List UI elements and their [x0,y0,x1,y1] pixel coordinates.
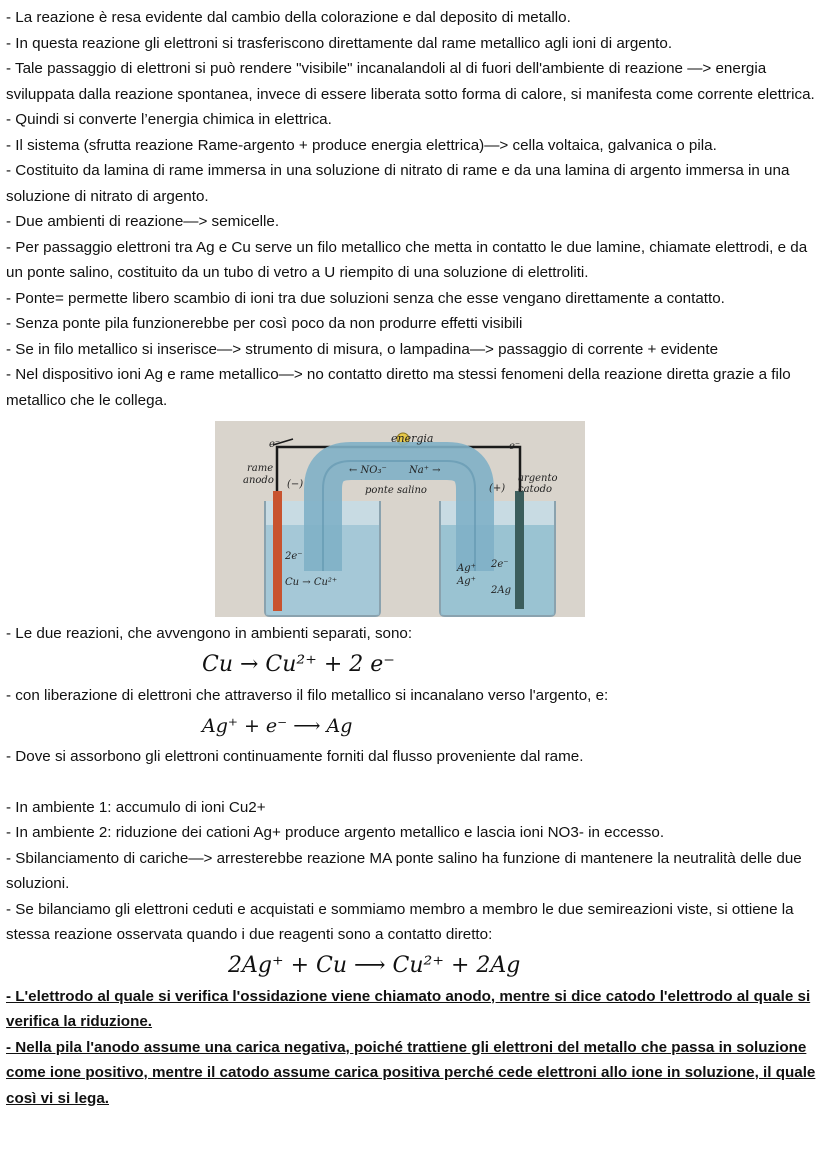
bold-underlined-line: - L'elettrodo al quale si verifica l'ossidazione viene chiamato anodo, mentre si dice catodo l'elettrodo al quale si verifica la riduzione. [6,987,811,1030]
label-ag-ion-1: Ag⁺ [457,563,476,574]
text-line: - Senza ponte pila funzionerebbe per così poco da non produrre effetti visibili [6,315,523,332]
text-line: - Ponte= permette libero scambio di ioni tra due soluzioni senza che esse vengano direttamente a contatto. [6,289,725,307]
handwritten-equation-total: 2Ag⁺ + Cu ⟶ Cu²⁺ + 2Ag [228,952,521,978]
text-line: - Dove si assorbono gli elettroni continuamente forniti dal flusso proveniente dal rame. [6,748,584,765]
label-2e-left: 2e⁻ [285,551,303,562]
text-line: - La reazione è resa evidente dal cambio della colorazione e dal deposito di metallo. [6,9,571,26]
text-line: - Il sistema (sfrutta reazione Rame-argento + produce energia elettrica)—> cella voltaica, galvanica o pila. [6,136,717,154]
label-cu-reaction: Cu → Cu²⁺ [285,577,338,588]
spacer [6,770,822,795]
copper-electrode [273,491,282,611]
text-line: - Per passaggio elettroni tra Ag e Cu serve un filo metallico che metta in contatto le due lamine, chiamate elettrodi, e da un ponte salino, costituito da un tubo di vetro a U riempito di una soluzione di elettroliti. [6,238,808,281]
bold-underlined-line: - Nella pila l'anodo assume una carica negativa, poiché trattiene gli elettroni del metallo che passa in soluzione come ione positivo, mentre il catodo assume carica positiva perché cede elettroni allo ione in soluzione, il quale così vi si lega. [6,1038,816,1107]
label-argento: argento [518,473,558,484]
galvanic-cell-drawing [215,421,585,617]
text-line: - Le due reazioni, che avvengono in ambienti separati, sono: [6,625,413,642]
label-energia: energia [391,432,434,445]
text-line: - In ambiente 2: riduzione dei cationi Ag+ produce argento metallico e lascia ioni NO3- in eccesso. [6,824,665,841]
label-rame: rame [247,463,274,474]
handwritten-equation-copper: Cu → Cu²⁺ + 2 e⁻ [202,651,395,677]
text-line: - In ambiente 1: accumulo di ioni Cu2+ [6,798,266,816]
text-line: - con liberazione di elettroni che attraverso il filo metallico si incanalano verso l'argento, e: [6,686,609,704]
text-line: - Due ambienti di reazione—> semicelle. [6,213,280,230]
label-electron-left: e⁻ [269,439,281,450]
label-electron-right: e⁻ [509,441,521,452]
label-catodo: catodo [518,484,553,495]
label-2ag: 2Ag [491,585,511,596]
text-line: - Sbilanciamento di cariche—> arresterebbe reazione MA ponte salino ha funzione di mantenere la neutralità delle due soluzioni. [6,849,802,892]
text-line: - In questa reazione gli elettroni si trasferiscono direttamente dal rame metallico agli ioni di argento. [6,34,673,52]
label-na: Na⁺ → [409,465,441,476]
text-line: - Tale passaggio di elettroni si può rendere "visibile" incanalandoli al di fuori dell'ambiente di reazione —> energia sviluppata dalla reazione spontanea, invece di essere liberata sotto forma di calore, si manifesta come corrente elettrica. [6,60,815,103]
label-minus: (−) [287,479,304,490]
label-ag-ion-2: Ag⁺ [457,576,476,587]
text-line: - Costituito da lamina di rame immersa in una soluzione di nitrato di rame e da una lamina di argento immersa in una soluzione di nitrato di argento. [6,162,790,205]
text-line: - Quindi si converte l’energia chimica in elettrica. [6,111,332,128]
label-ponte-salino: ponte salino [365,485,427,496]
label-anodo: anodo [243,475,274,486]
document-page [6,5,822,1111]
silver-electrode [515,491,524,609]
text-line: - Se bilanciamo gli elettroni ceduti e acquistati e sommiamo membro a membro le due semireazioni viste, si ottiene la stessa reazione osservata quando i due reagenti sono a contatto diretto: [6,900,794,943]
label-no3: ← NO₃⁻ [349,465,387,476]
label-2e-right: 2e⁻ [491,559,509,570]
label-plus: (+) [489,483,506,494]
galvanic-cell-figure [215,421,585,617]
text-line: - Nel dispositivo ioni Ag e rame metallico—> no contatto diretto ma stessi fenomeni della reazione diretta grazie a filo metallico che le collega. [6,366,791,409]
handwritten-equation-silver: Ag⁺ + e⁻ ⟶ Ag [202,715,353,737]
text-line: - Se in filo metallico si inserisce—> strumento di misura, o lampadina—> passaggio di corrente + evidente [6,340,719,358]
